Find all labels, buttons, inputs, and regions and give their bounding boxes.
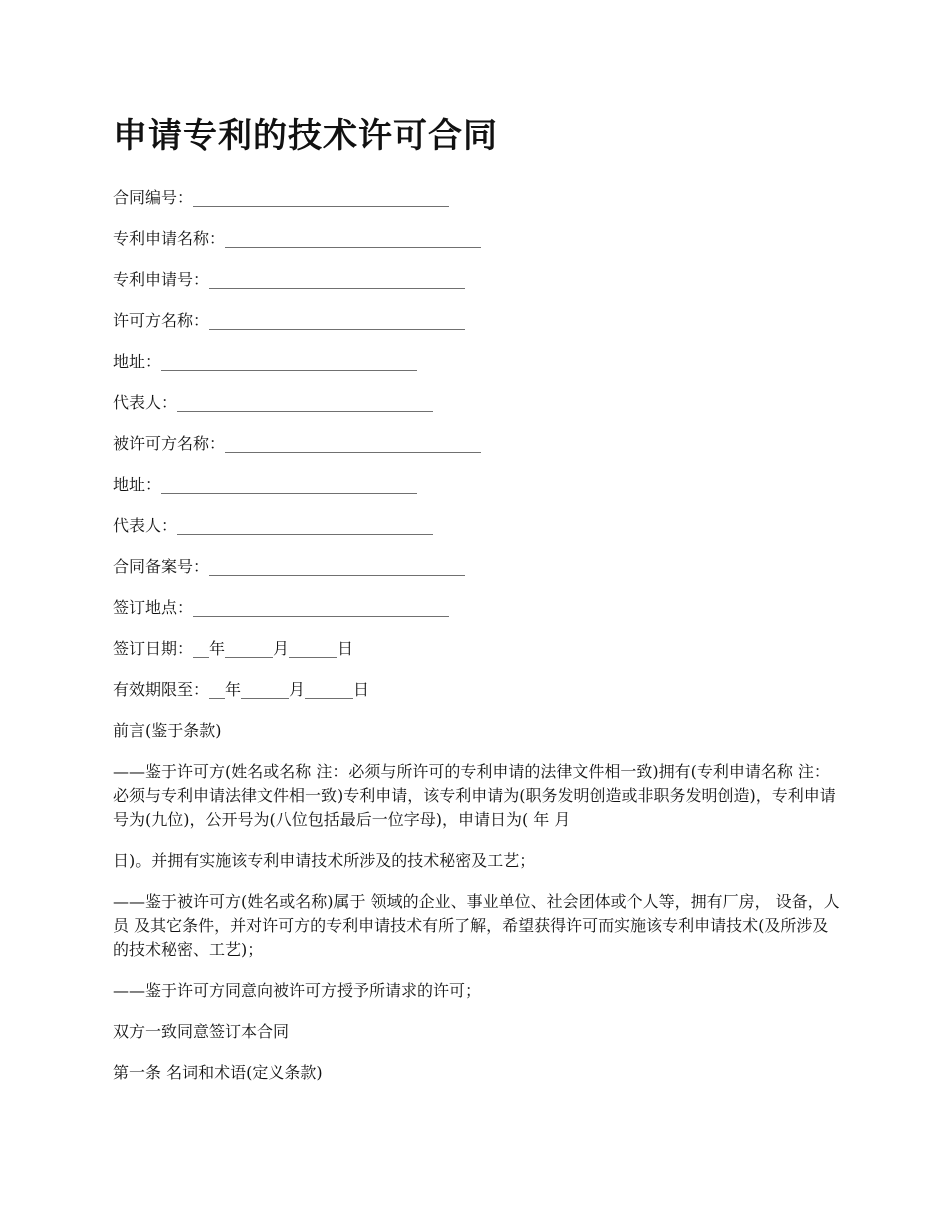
- agreement-statement: 双方一致同意签订本合同: [113, 1022, 290, 1041]
- field-contract-number: 合同编号：________________________________: [113, 188, 450, 207]
- field-licensee-name: 被许可方名称：________________________________: [113, 434, 482, 453]
- whereas-consent-clause: ——鉴于许可方同意向被许可方授予所请求的许可；: [113, 981, 482, 1000]
- field-signing-place: 签订地点：________________________________: [113, 598, 450, 617]
- field-licensor-address: 地址：________________________________: [113, 352, 418, 371]
- field-patent-application-name: 专利申请名称：________________________________: [113, 229, 482, 248]
- article-one-heading: 第一条 名词和术语(定义条款): [113, 1063, 323, 1082]
- field-signing-date: 签订日期：__年______月______日: [113, 639, 354, 658]
- document-title: 申请专利的技术许可合同: [113, 116, 498, 156]
- field-licensor-representative: 代表人：________________________________: [113, 393, 434, 412]
- whereas-licensee-clause: ——鉴于被许可方(姓名或名称)属于 领域的企业、事业单位、社会团体或个人等，拥有厂房， 设备，人员 及其它条件，并对许可方的专利申请技术有所了解，希望获得许可而实施该专利申请技术(及所涉及的技术秘密、工艺)；: [113, 892, 840, 959]
- field-validity-period: 有效期限至：__年______月______日: [113, 680, 370, 699]
- field-patent-application-number: 专利申请号：________________________________: [113, 270, 466, 289]
- whereas-licensor-clause: ——鉴于许可方(姓名或名称 注：必须与所许可的专利申请的法律文件相一致)拥有(专利申请名称 注：必须与专利申请法律文件相一致)专利申请，该专利申请为(职务发明创造或非职务发明创造)，专利申请号为(九位)，公开号为(八位包括最后一位字母)，申请日为( 年 月: [113, 762, 836, 829]
- field-contract-filing-number: 合同备案号：________________________________: [113, 557, 466, 576]
- contract-document: [113, 112, 843, 1102]
- field-licensee-representative: 代表人：________________________________: [113, 516, 434, 535]
- whereas-licensor-clause-continued: 日)。并拥有实施该专利申请技术所涉及的技术秘密及工艺；: [113, 851, 536, 870]
- preamble-heading: 前言(鉴于条款): [113, 721, 222, 740]
- field-licensee-address: 地址：________________________________: [113, 475, 418, 494]
- field-licensor-name: 许可方名称：________________________________: [113, 311, 466, 330]
